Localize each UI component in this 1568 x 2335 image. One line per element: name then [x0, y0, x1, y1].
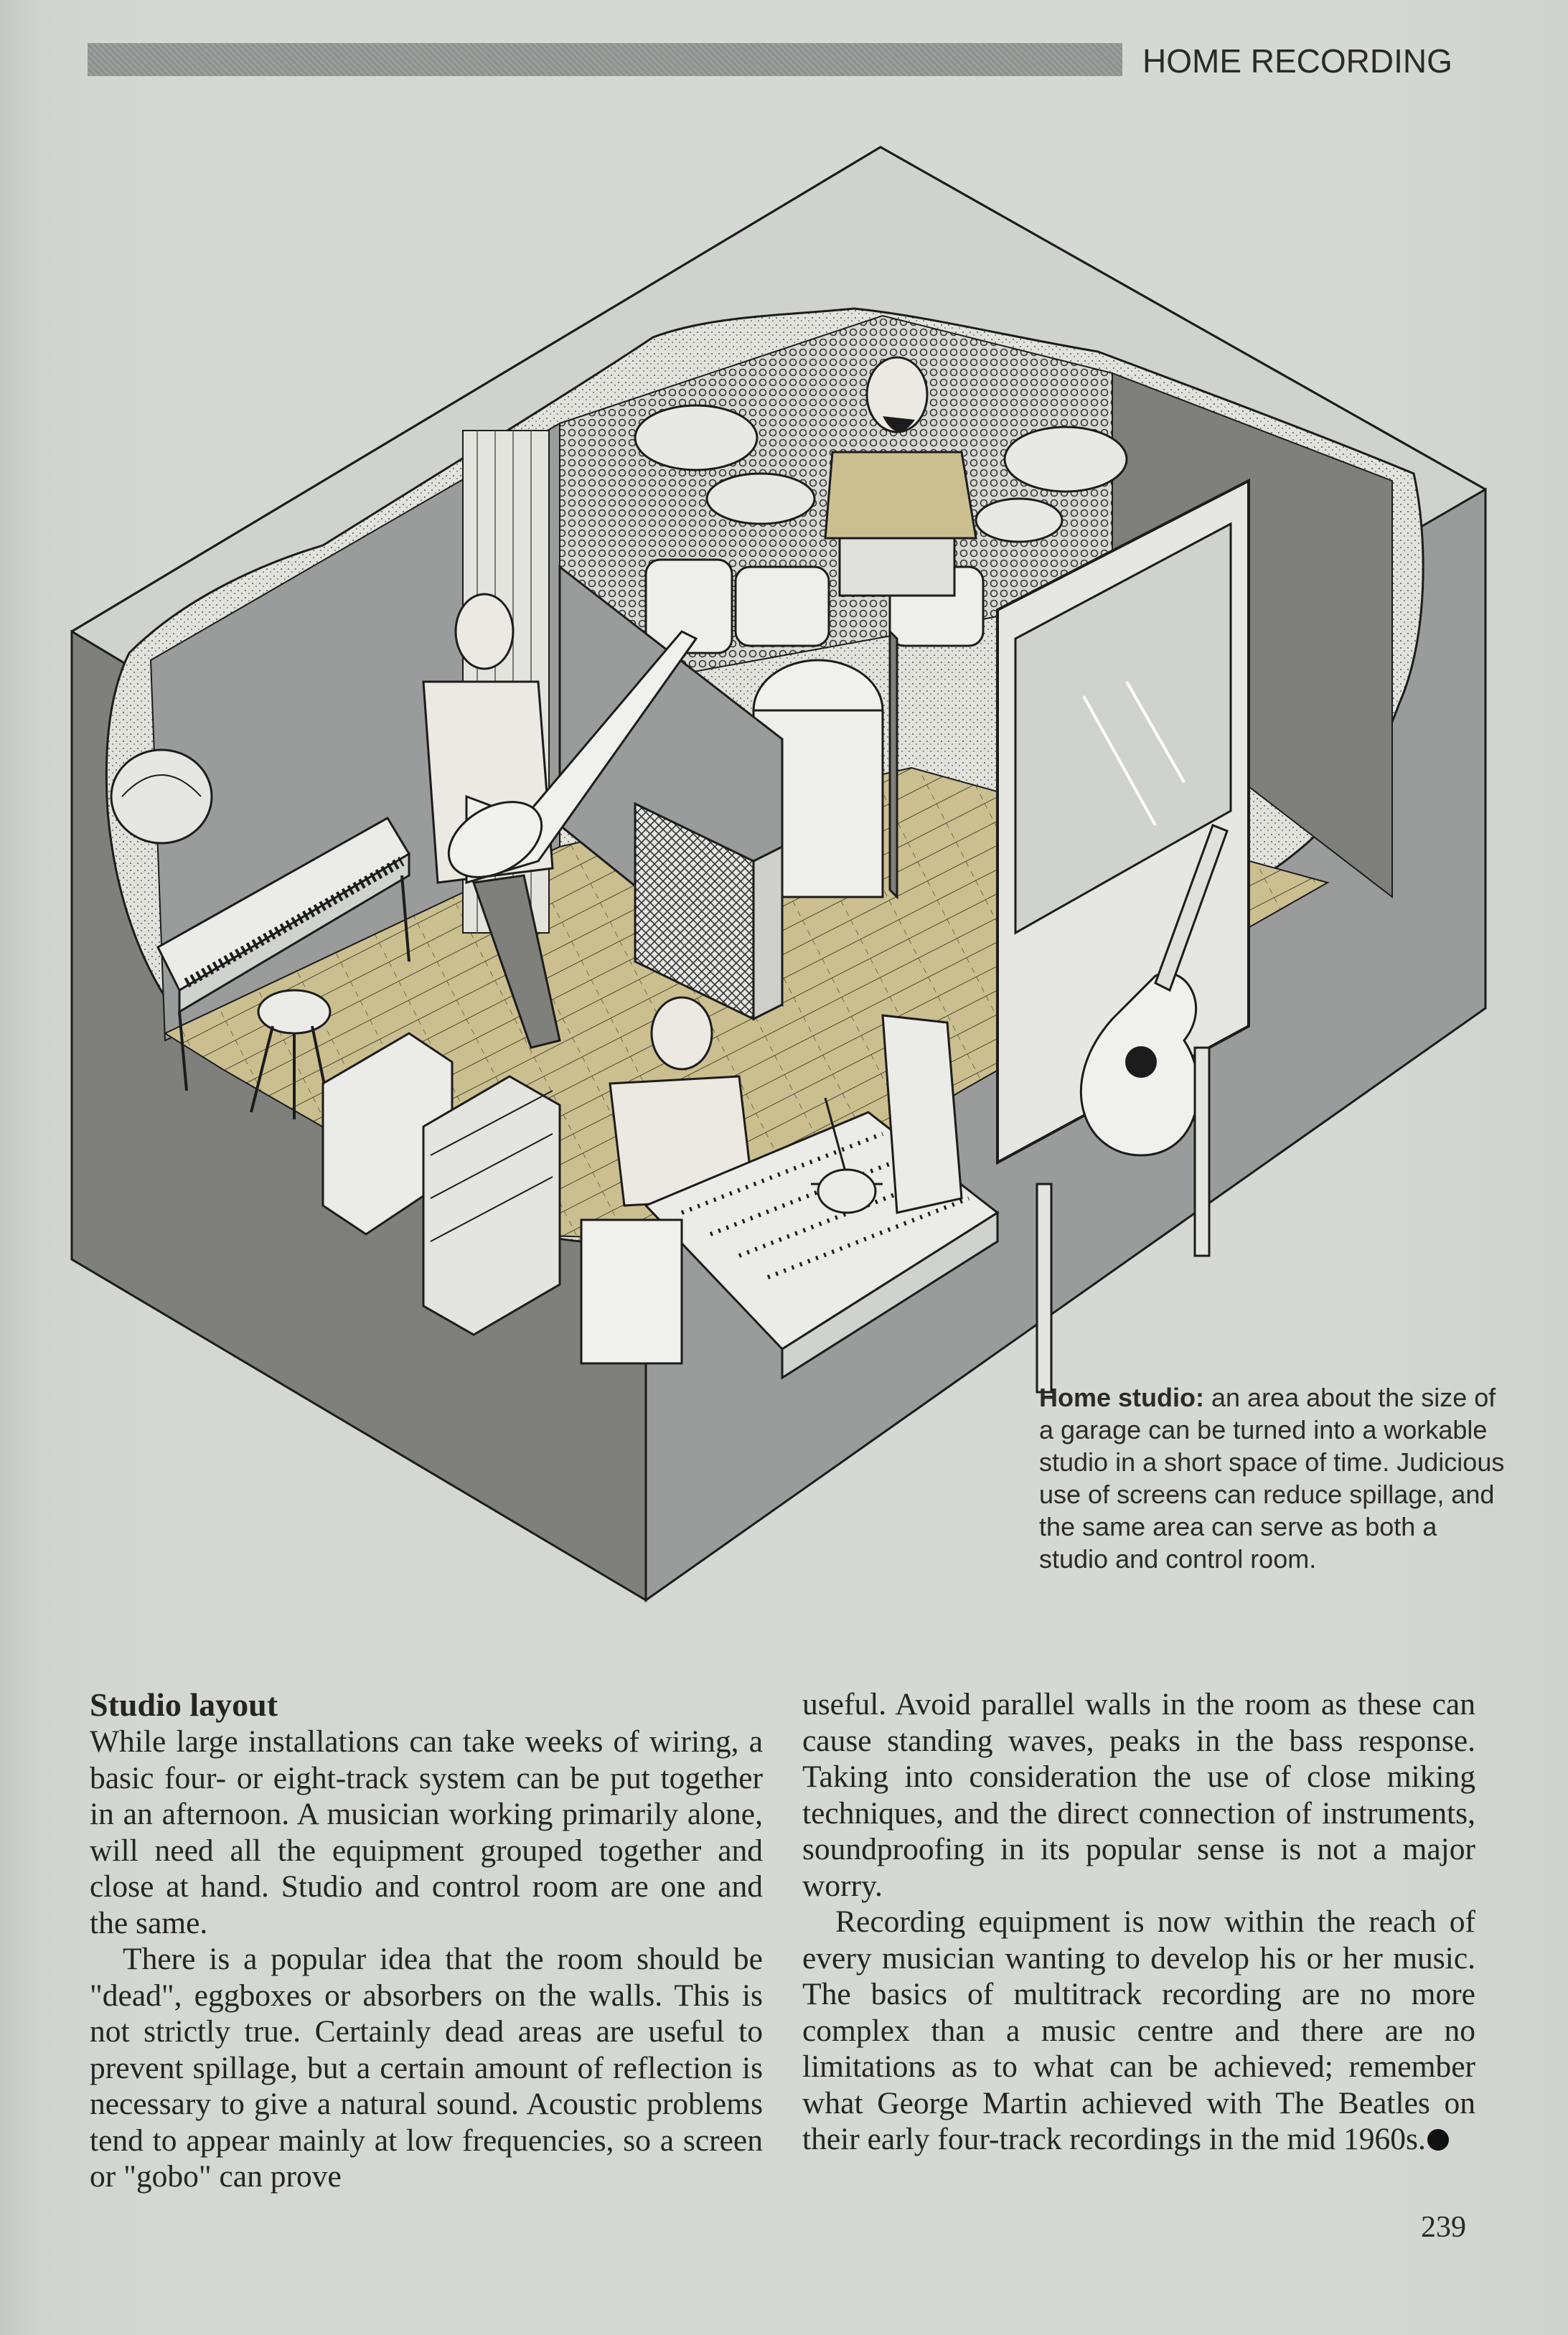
right-column: [802, 1686, 1475, 2158]
paragraph: While large installations can take weeks of wiring, a basic four- or eight-track system can be put together in an afternoon. A musician working primarily alone, will need all the equipment grouped together and close at hand. Studio and control room are one and the same.: [90, 1724, 763, 1940]
figure-caption: [1039, 1381, 1506, 1575]
paragraph: useful. Avoid parallel walls in the room as these can cause standing waves, peaks in the bass response. Taking into consideration the use of close miking techniques, and the direct connection of instruments, soundproofing in its popular sense is not a major worry.: [802, 1687, 1475, 1903]
paragraph: There is a popular idea that the room should be "dead", eggboxes or absorbers on the walls. This is not strictly true. Certainly dead areas are useful to prevent spillage, but a certain amount of reflection is necessary to give a natural sound. Acoustic problems tend to appear mainly at low frequencies, so a screen or "gobo" can prove: [90, 1942, 763, 2194]
header-rule-bar: [88, 43, 1122, 76]
paragraph: [802, 1904, 1475, 2158]
page-number: 239: [1421, 2211, 1466, 2244]
running-header: HOME RECORDING: [1142, 42, 1452, 80]
left-column: [90, 1686, 763, 2195]
section-heading: Studio layout: [90, 1686, 278, 1723]
caption-lead: Home studio:: [1039, 1383, 1204, 1412]
end-mark-icon: [1427, 2129, 1449, 2151]
caption-text: an area about the size of a garage can be turned into a workable studio in a short space of time. Judicious use of screens can reduce spillage, and the same area can serve as both a studio and control room.: [1039, 1383, 1505, 1574]
wall-monitor: [111, 750, 212, 843]
paragraph-text: Recording equipment is now within the reach of every musician wanting to develop his or her music. The basics of multitrack recording are no more complex than a music centre and there are no limitations as to what can be achieved; remember what George Martin achieved with The Beatles on their early four-track recordings in the mid 1960s.: [802, 1904, 1475, 2156]
